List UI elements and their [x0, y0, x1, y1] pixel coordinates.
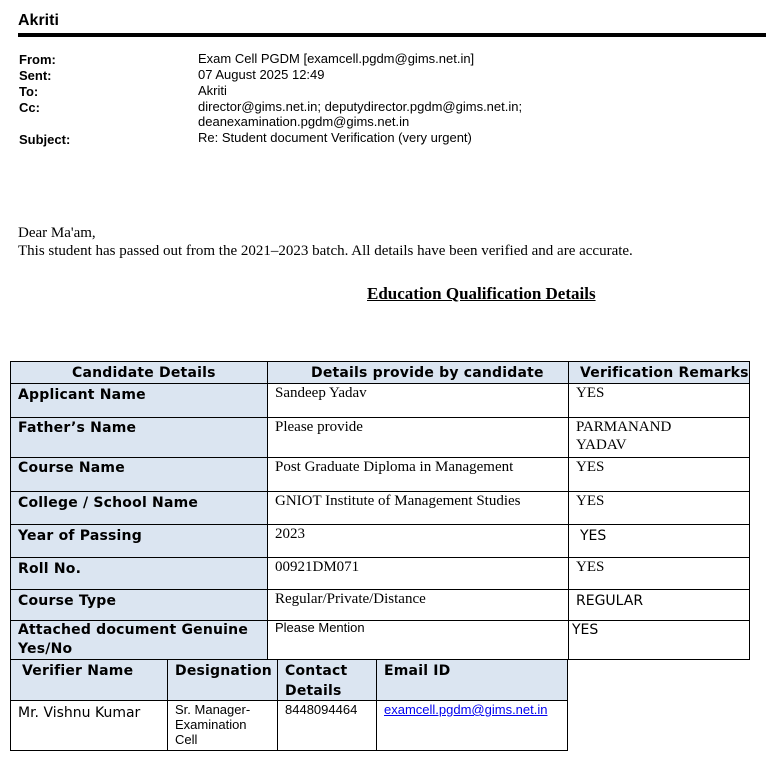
table-cell	[267, 524, 569, 558]
row-label: Roll No.	[18, 561, 82, 577]
subject-value: Re: Student document Verification (very urgent)	[198, 130, 472, 145]
sent-label: Sent:	[19, 68, 52, 83]
sender-name: Akriti	[18, 12, 59, 29]
header-contact-line2: Details	[285, 683, 342, 699]
row-remark: YES	[576, 559, 605, 575]
verifier-name: Mr. Vishnu Kumar	[18, 705, 141, 721]
row-remark-line1: PARMANAND	[576, 419, 672, 435]
header-verification-remarks: Verification Remarks	[580, 365, 749, 381]
document-title: Education Qualification Details	[367, 284, 596, 303]
row-label-line2: Yes/No	[18, 641, 73, 657]
row-label: Applicant Name	[18, 387, 146, 403]
row-value: GNIOT Institute of Management Studies	[275, 493, 521, 509]
row-value: Please Mention	[275, 620, 365, 635]
row-remark: YES	[572, 622, 599, 638]
row-remark: YES	[580, 528, 607, 544]
body-text: This student has passed out from the 2021–2023 batch. All details have been verified and are accurate.	[18, 243, 633, 259]
sent-value: 07 August 2025 12:49	[198, 67, 325, 82]
from-value: Exam Cell PGDM [examcell.pgdm@gims.net.in]	[198, 51, 475, 66]
header-verifier-name: Verifier Name	[22, 663, 134, 679]
subject-label: Subject:	[19, 132, 71, 147]
row-remark: REGULAR	[576, 593, 644, 609]
cc-value-line2: deanexamination.pgdm@gims.net.in	[198, 114, 410, 129]
row-label: Year of Passing	[18, 528, 142, 544]
row-value: Regular/Private/Distance	[275, 591, 426, 607]
to-value: Akriti	[198, 83, 227, 98]
row-value: Post Graduate Diploma in Management	[275, 459, 514, 475]
row-value: 2023	[275, 526, 305, 542]
row-remark: YES	[576, 459, 605, 475]
row-value: Sandeep Yadav	[275, 385, 367, 401]
cc-value-line1: director@gims.net.in; deputydirector.pgdm@gims.net.in;	[198, 99, 523, 114]
row-label: College / School Name	[18, 495, 199, 511]
row-label: Father’s Name	[18, 420, 137, 436]
to-label: To:	[19, 84, 39, 99]
header-details-provided: Details provide by candidate	[311, 365, 544, 381]
header-candidate-details: Candidate Details	[72, 365, 216, 381]
row-remark-line2: YADAV	[576, 437, 627, 453]
row-label: Course Name	[18, 460, 125, 476]
row-value: Please provide	[275, 419, 363, 435]
header-designation: Designation	[175, 663, 272, 679]
verifier-designation-line2: Examination	[175, 717, 247, 732]
header-email-id: Email ID	[384, 663, 451, 679]
verifier-contact: 8448094464	[285, 702, 358, 717]
from-label: From:	[19, 52, 56, 67]
row-remark: YES	[576, 385, 605, 401]
cc-label: Cc:	[19, 100, 40, 115]
row-label-line1: Attached document Genuine	[18, 622, 249, 638]
verifier-email-link[interactable]: examcell.pgdm@gims.net.in	[384, 702, 548, 717]
row-remark: YES	[576, 493, 605, 509]
row-label: Course Type	[18, 593, 117, 609]
row-value: 00921DM071	[275, 559, 360, 575]
header-divider	[18, 33, 766, 37]
greeting: Dear Ma'am,	[18, 225, 96, 241]
verifier-designation-line1: Sr. Manager-	[175, 702, 251, 717]
verifier-designation-line3: Cell	[175, 732, 198, 747]
header-contact-line1: Contact	[285, 663, 348, 679]
